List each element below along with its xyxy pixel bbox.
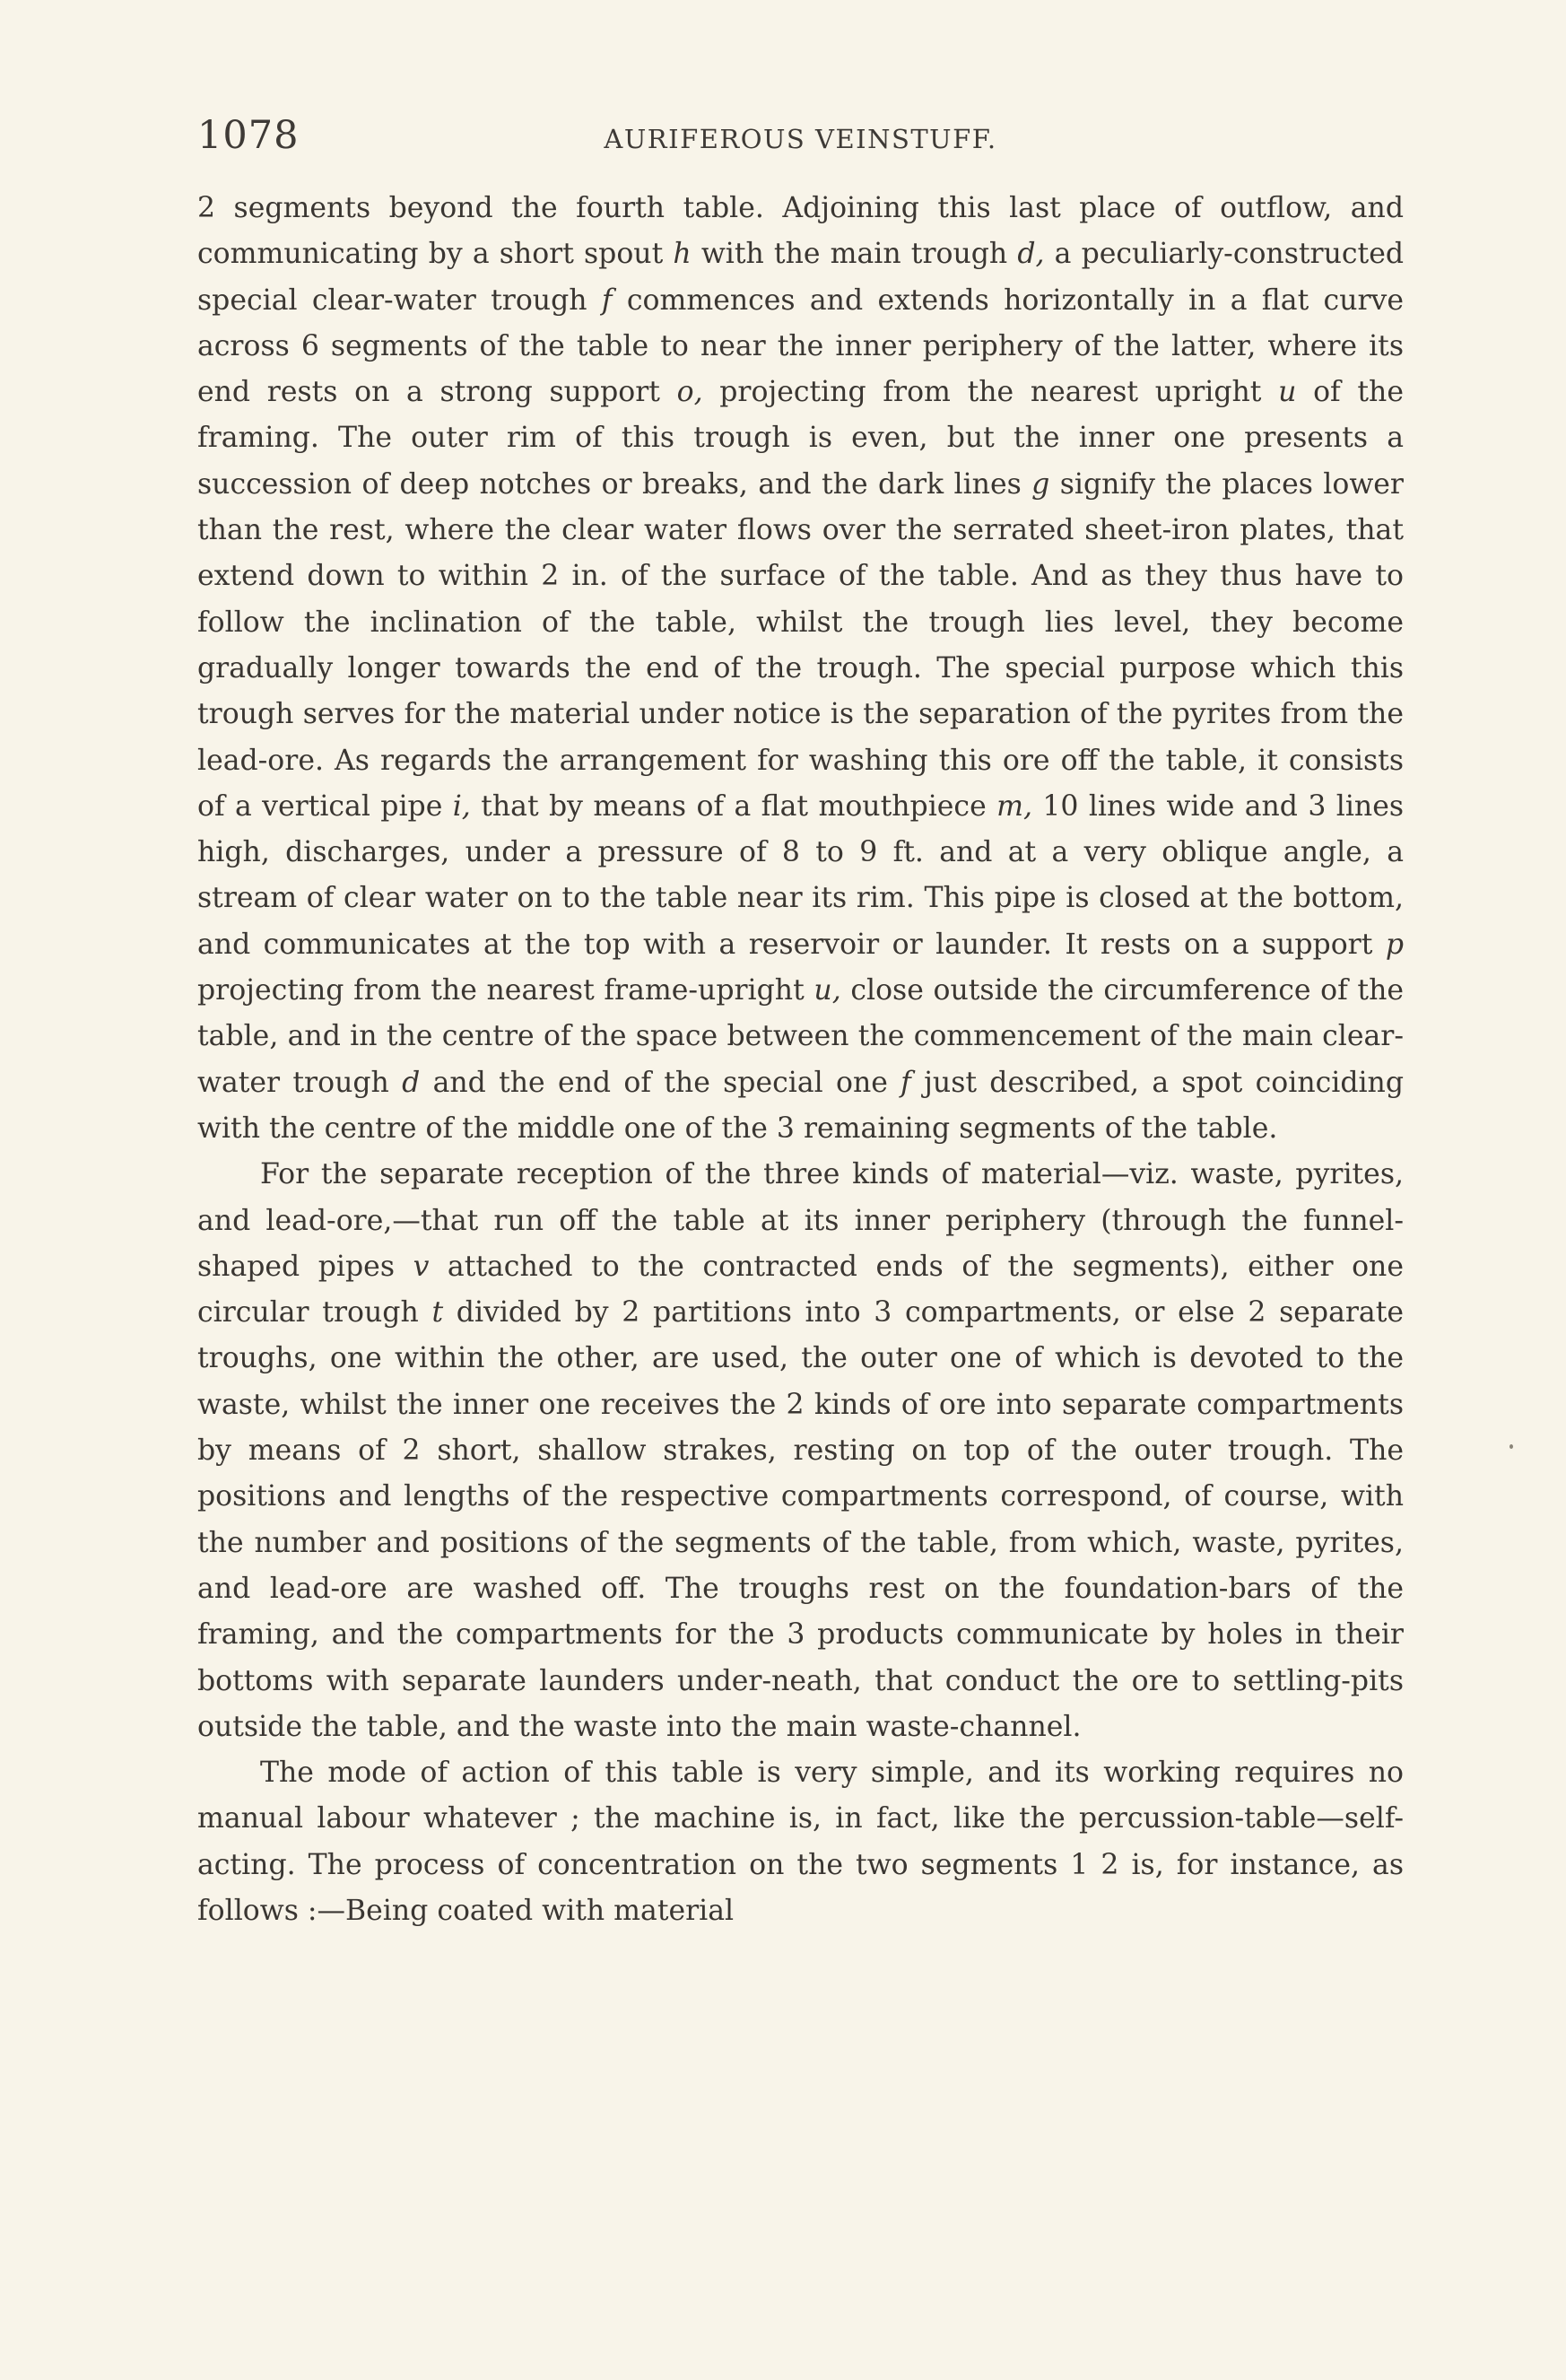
figure-reference-letter: d [402, 1066, 421, 1099]
text-run: For the separate reception of the three kinds of material—viz. waste, pyrites, and lead-ore,—that run off the table at its inner periphery (through the funnel-shaped pipes [197, 1158, 1404, 1283]
figure-reference-letter: u [1278, 376, 1297, 409]
figure-reference-letter: f [601, 283, 613, 317]
text-run: divided by 2 partitions into 3 compartments, or else 2 separate troughs, one within the other, are used, the outer one of which is devoted to the waste, whilst the inner one receives the 2 kinds of ore into separate compartments by means of 2 short, shallow strakes, resting on top of the outer trough. The positions and lengths of the respective compartments correspond, of course, with the number and positions of the segments of the table, from which, waste, pyrites, and lead-ore are washed off. The troughs rest on the foundation-bars of the framing, and the compartments for the 3 products communicate by holes in their bottoms with separate launders under-neath, that conduct the ore to settling-pits outside the table, and the waste into the main waste-channel. [197, 1296, 1405, 1743]
margin-speck [1509, 1444, 1513, 1449]
figure-reference-letter: p [1385, 928, 1404, 961]
paragraph-p2 [197, 1152, 1404, 1750]
page-header [197, 113, 1404, 167]
figure-reference-letter: d, [1017, 238, 1045, 271]
figure-reference-letter: t [431, 1296, 444, 1329]
text-run: that by means of a flat mouthpiece [470, 789, 997, 823]
text-run: just described, a spot coinciding with the centre of the middle one of the 3 remaining segments of the table. [197, 1066, 1405, 1145]
running-head: AURIFEROUS VEINSTUFF. [604, 124, 997, 154]
text-run: projecting from the nearest upright [702, 376, 1279, 409]
body-text [197, 186, 1404, 1934]
figure-reference-letter: o, [676, 376, 703, 409]
text-run: with the main trough [691, 238, 1018, 271]
paragraph-p3 [197, 1750, 1404, 1934]
figure-reference-letter: h [673, 238, 692, 271]
figure-reference-letter: u, [813, 974, 841, 1007]
text-run: attached to the contracted ends of the segments), either one circular trough [197, 1250, 1404, 1329]
text-run: commences and extends horizontally in a flat curve across 6 segments of the table to near the inner periphery of the latter, where its end rests on a strong support [197, 283, 1404, 409]
figure-reference-letter: i, [452, 789, 471, 823]
text-run: The mode of action of this table is very simple, and its working requires no manual labour whatever ; the machine is, in fact, like the percussion-table—self-acting. The process of concentration on the two segments 1 2 is, for instance, as follows :—Being coated with material [197, 1757, 1404, 1927]
text-run: projecting from the nearest frame-upright [197, 974, 814, 1007]
paragraph-p1 [197, 186, 1404, 1152]
text-run: signify the places lower than the rest, where the clear water flows over the serrated sheet-iron plates, that extend down to within 2 in. of the surface of the table. And as they thus have to follow the inclination of the table, whilst the trough lies level, they become gradually longer towards the end of the trough. The special purpose which this trough serves for the material under notice is the separation of the pyrites from the lead-ore. As regards the arrangement for washing this ore off the table, it consists of a vertical pipe [197, 467, 1404, 823]
text-run: 10 lines wide and 3 lines high, discharges, under a pressure of 8 to 9 ft. and at a very oblique angle, a stream of clear water on to the table near its rim. This pipe is closed at the bottom, and communicates at the top with a reservoir or launder. It rests on a support [197, 789, 1405, 961]
figure-reference-letter: g [1031, 467, 1050, 501]
figure-reference-letter: m, [996, 789, 1032, 823]
text-run: and the end of the special one [420, 1066, 901, 1099]
figure-reference-letter: v [413, 1250, 430, 1283]
text-run: of the framing. The outer rim of this trough is even, but the inner one presents a succession of deep notches or breaks, and the dark lines [197, 376, 1404, 501]
text-run: close outside the circumference of the table, and in the centre of the space between the commencement of the main clear-water trough [197, 974, 1405, 1099]
figure-reference-letter: f [900, 1066, 911, 1099]
text-run: a peculiarly-constructed special clear-water trough [197, 238, 1404, 317]
text-run: 2 segments beyond the fourth table. Adjoining this last place of outflow, and communicating by a short spout [197, 192, 1404, 271]
page-number: 1078 [197, 113, 300, 158]
